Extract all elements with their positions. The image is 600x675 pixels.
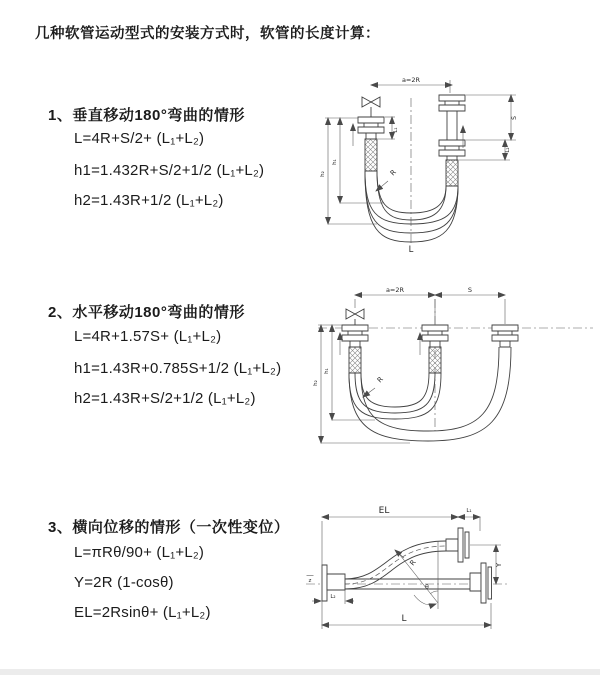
- middle-pipe-flange: [422, 325, 448, 373]
- dim-label-l-bottom: L: [401, 614, 407, 624]
- axis-mark-label: z: [308, 578, 312, 584]
- dim-label-l1: L₁: [466, 508, 472, 514]
- dim-top-a2r: [371, 76, 452, 93]
- dim-label-a2r: a=2R: [385, 286, 405, 294]
- braided-hose-section: [446, 160, 458, 186]
- right-pipe-flange: [492, 325, 518, 347]
- section2-formula-h2: h2=1.43R+S/2+1/2 (L₁+L₂): [74, 390, 256, 407]
- left-pipe-flange: [342, 325, 368, 373]
- dim-l2: [459, 140, 511, 160]
- diagram-lateral-displacement: [300, 503, 598, 641]
- section3-formula-l: L=πRθ/90+ (L₁+L₂): [74, 544, 205, 561]
- section1-formula-h2: h2=1.43R+1/2 (L₁+L₂): [74, 192, 224, 209]
- u-bend-hose-arcs: [365, 171, 458, 242]
- valve-icon: [346, 309, 364, 325]
- bottom-right-flange: [470, 563, 492, 603]
- dim-label-a2r: a=2R: [401, 76, 421, 84]
- dim-el: [322, 506, 458, 629]
- dim-l1: [458, 508, 480, 531]
- diagram-horizontal-bend: [310, 283, 600, 453]
- page-bottom-edge: [0, 669, 600, 675]
- axis-z-mark: [307, 576, 314, 585]
- dim-label-r: R: [408, 558, 418, 568]
- dim-label-l1: L₁: [393, 127, 399, 133]
- page-title: 几种软管运动型式的安装方式时，软管的长度计算：: [35, 26, 380, 42]
- s-curve-hose-position: [345, 541, 446, 589]
- braided-hose-section: [365, 139, 377, 171]
- left-pipe-flange: [358, 117, 384, 171]
- top-right-flange: [446, 528, 469, 562]
- dim-s: [466, 95, 518, 140]
- braided-hose-section: [349, 347, 361, 373]
- dim-label-h2: h₂: [320, 171, 326, 177]
- dim-s: [435, 286, 505, 295]
- diagram-vertical-bend: [313, 72, 590, 260]
- radius-callout: [363, 375, 385, 397]
- section3-formula-el: EL=2Rsinθ+ (L₁+L₂): [74, 604, 211, 621]
- section2-formula-h1: h1=1.43R+0.785S+1/2 (L₁+L₂): [74, 360, 282, 377]
- dim-l2: [312, 590, 354, 604]
- dim-label-r: R: [375, 375, 385, 385]
- dim-label-y: Y: [495, 562, 503, 568]
- section1-heading: 1、垂直移动180°弯曲的情形: [48, 107, 245, 124]
- dim-label-h1: h₁: [324, 368, 330, 374]
- section2-heading: 2、水平移动180°弯曲的情形: [48, 304, 245, 321]
- right-pipe-flanges: [439, 95, 465, 186]
- dim-l: [322, 603, 491, 629]
- dim-label-theta: θ: [425, 584, 429, 591]
- section3-formula-y: Y=2R (1-cosθ): [74, 574, 174, 591]
- section3-heading: 3、横向位移的情形（一次性变位）: [48, 519, 290, 536]
- dim-label-l2: L₂: [505, 147, 511, 153]
- radius-callout: [395, 550, 438, 603]
- section1-formula-l: L=4R+S/2+ (L₁+L₂): [74, 130, 205, 147]
- dim-top-a2r: [355, 286, 505, 324]
- dim-label-s: S: [467, 286, 473, 294]
- dim-label-s: S: [511, 116, 518, 120]
- dim-label-el: EL: [378, 506, 390, 516]
- braided-hose-section: [429, 347, 441, 373]
- dim-label-h2: h₂: [313, 380, 319, 386]
- radius-callout: [376, 168, 398, 191]
- dim-label-h1: h₁: [332, 159, 338, 165]
- dim-label-l-bottom: L: [408, 245, 414, 255]
- valve-icon: [362, 97, 380, 117]
- section2-formula-l: L=4R+1.57S+ (L₁+L₂): [74, 328, 222, 345]
- dim-label-l2: L₂: [330, 594, 336, 600]
- section1-formula-h1: h1=1.432R+S/2+1/2 (L₁+L₂): [74, 162, 265, 179]
- dim-label-r: R: [388, 168, 398, 178]
